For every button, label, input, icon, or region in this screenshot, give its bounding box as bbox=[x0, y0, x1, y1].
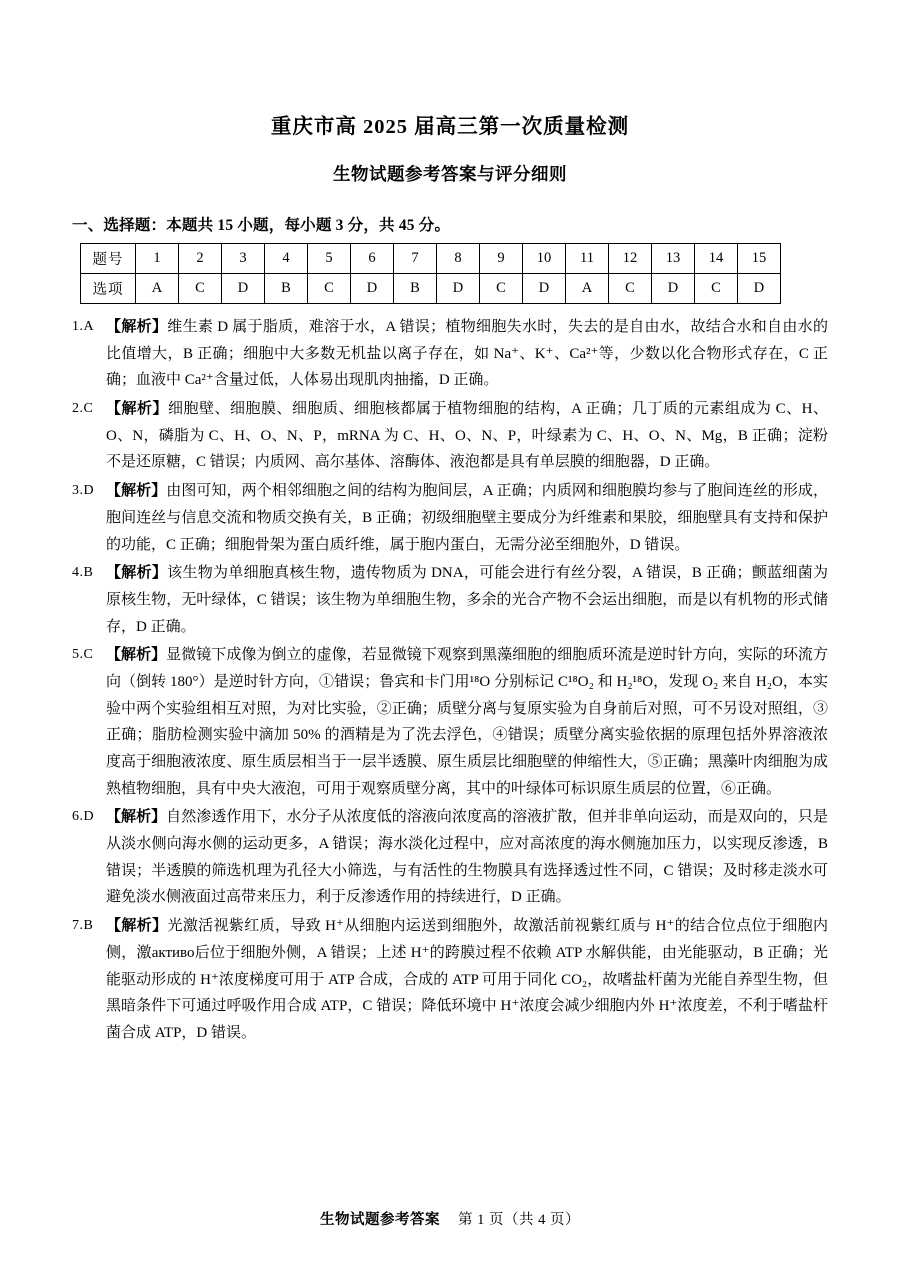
explanation-item bbox=[72, 314, 828, 394]
table-cell-number: 13 bbox=[652, 244, 695, 274]
explanation-item bbox=[72, 560, 828, 640]
table-cell-number: 3 bbox=[222, 244, 265, 274]
table-row-answers bbox=[81, 274, 781, 304]
explanation-item bbox=[72, 396, 828, 476]
row-label-answer: 选项 bbox=[81, 274, 136, 304]
explanation-text: 由图可知，两个相邻细胞之间的结构为胞间层，A 正确；内质网和细胞膜均参与了胞间连丝的形成，胞间连丝与信息交流和物质交换有关，B 正确；初级细胞壁主要成分为纤维素和果胶，细胞壁具有支持和保护的功能，C 正确；细胞骨架为蛋白质纤维，属于胞内蛋白，无需分泌至细胞外，D 错误。 bbox=[106, 483, 828, 553]
page-subtitle: 生物试题参考答案与评分细则 bbox=[333, 163, 567, 184]
explanation-list bbox=[72, 314, 828, 1047]
explanation-tag: 【解析】 bbox=[106, 483, 167, 500]
table-row-question-numbers bbox=[81, 244, 781, 274]
footer-title: 生物试题参考答案 bbox=[320, 1212, 440, 1228]
explanation-tag: 【解析】 bbox=[106, 565, 168, 582]
explanation-item bbox=[72, 913, 828, 1046]
table-cell-number: 5 bbox=[308, 244, 351, 274]
table-cell-answer: D bbox=[523, 274, 566, 304]
table-cell-answer: C bbox=[179, 274, 222, 304]
table-cell-number: 7 bbox=[394, 244, 437, 274]
row-label-question: 题号 bbox=[81, 244, 136, 274]
section-one-heading: 一、选择题：本题共 15 小题，每小题 3 分，共 45 分。 bbox=[72, 217, 451, 234]
table-cell-number: 4 bbox=[265, 244, 308, 274]
table-cell-answer: D bbox=[738, 274, 781, 304]
table-cell-number: 15 bbox=[738, 244, 781, 274]
footer-page-number: 第 1 页（共 4 页） bbox=[458, 1212, 580, 1228]
table-cell-answer: C bbox=[480, 274, 523, 304]
table-cell-number: 10 bbox=[523, 244, 566, 274]
table-cell-number: 14 bbox=[695, 244, 738, 274]
explanation-item bbox=[72, 478, 828, 558]
explanation-body bbox=[106, 396, 828, 476]
table-cell-number: 1 bbox=[136, 244, 179, 274]
explanation-body bbox=[106, 913, 828, 1046]
explanation-label: 2.C bbox=[72, 401, 94, 417]
table-cell-number: 2 bbox=[179, 244, 222, 274]
explanation-tag: 【解析】 bbox=[106, 647, 167, 664]
explanation-body bbox=[106, 314, 828, 394]
explanation-item bbox=[72, 804, 828, 911]
explanation-text: 显微镜下成像为倒立的虚像，若显微镜下观察到黑藻细胞的细胞质环流是逆时针方向，实际的环流方向（倒转 180°）是逆时针方向，①错误；鲁宾和卡门用¹⁸O 分别标记 C¹⁸O₂ 和 H₂¹⁸O，发现 O₂ 来自 H₂O，本实验中两个实验组相互对照，为对比实验，②正确；质壁分离与复原实验为自身前后对照，可不另设对照组，③正确；脂肪检测实验中滴加 50% 的酒精是为了洗去浮色，④错误；质壁分离实验依据的原理包括外界溶液浓度高于细胞液浓度、原生质层相当于一层半透膜、原生质层比细胞壁的伸缩性大，⑤正确；黑藻叶肉细胞为成熟植物细胞，具有中央大液泡，可用于观察质壁分离，其中的叶绿体可标识原生质层的位置，⑥正确。 bbox=[106, 647, 828, 797]
explanation-text: 维生素 D 属于脂质，难溶于水，A 错误；植物细胞失水时，失去的是自由水，故结合水和自由水的比值增大，B 正确；细胞中大多数无机盐以离子存在，如 Na⁺、K⁺、Ca²⁺等，少数以化合物形式存在，C 正确；血液中 Ca²⁺含量过低，人体易出现肌肉抽搐，D 正确。 bbox=[106, 319, 828, 389]
explanation-body bbox=[106, 560, 828, 640]
table-cell-answer: D bbox=[652, 274, 695, 304]
explanation-body bbox=[106, 804, 828, 911]
table-cell-number: 9 bbox=[480, 244, 523, 274]
table-cell-number: 6 bbox=[351, 244, 394, 274]
explanation-tag: 【解析】 bbox=[106, 319, 168, 335]
page-footer bbox=[0, 1208, 900, 1229]
table-cell-number: 8 bbox=[437, 244, 480, 274]
table-cell-answer: C bbox=[308, 274, 351, 304]
answer-key-table bbox=[80, 243, 781, 304]
explanation-body bbox=[106, 642, 828, 802]
explanation-item bbox=[72, 642, 828, 802]
table-cell-answer: D bbox=[222, 274, 265, 304]
table-cell-number: 12 bbox=[609, 244, 652, 274]
explanation-tag: 【解析】 bbox=[106, 918, 168, 935]
explanation-tag: 【解析】 bbox=[106, 401, 169, 418]
explanation-label: 7.B bbox=[72, 918, 94, 934]
explanation-label: 1.A bbox=[72, 319, 95, 334]
table-cell-answer: B bbox=[265, 274, 308, 304]
table-cell-answer: B bbox=[394, 274, 437, 304]
table-cell-answer: C bbox=[695, 274, 738, 304]
table-cell-answer: A bbox=[566, 274, 609, 304]
explanation-label: 3.D bbox=[72, 483, 95, 499]
table-cell-number: 11 bbox=[566, 244, 609, 274]
explanation-text: 自然渗透作用下，水分子从浓度低的溶液向浓度高的溶液扩散，但并非单向运动，而是双向的，只是从淡水侧向海水侧的运动更多，A 错误；海水淡化过程中，应对高浓度的海水侧施加压力，以实现反渗透，B 错误；半透膜的筛选机理为孔径大小筛选，与有活性的生物膜具有选择透过性不同，C 错误；及时移走淡水可避免淡水侧液面过高带来压力，利于反渗透作用的持续进行，D 正确。 bbox=[106, 809, 828, 906]
explanation-text: 细胞壁、细胞膜、细胞质、细胞核都属于植物细胞的结构，A 正确；几丁质的元素组成为 C、H、O、N，磷脂为 C、H、O、N、P，mRNA 为 C、H、O、N、P，叶绿素为 C、H、O、N、Mg，B 正确；淀粉不是还原糖，C 错误；内质网、高尔基体、溶酶体、液泡都是具有单层膜的细胞器，D 正确。 bbox=[106, 401, 828, 471]
table-cell-answer: A bbox=[136, 274, 179, 304]
explanation-text: 光激活视紫红质，导致 H⁺从细胞内运送到细胞外，故激活前视紫红质与 H⁺的结合位点位于细胞内侧，激активо后位于细胞外侧，A 错误；上述 H⁺的跨膜过程不依赖 ATP 水解供能，由光能驱动，B 正确；光能驱动形成的 H⁺浓度梯度可用于 ATP 合成，合成的 ATP 可用于同化 CO₂，故嗜盐杆菌为光能自养型生物，但黑暗条件下可通过呼吸作用合成 ATP，C 错误；降低环境中 H⁺浓度会减少细胞内外 H⁺浓度差，不利于嗜盐杆菌合成 ATP，D 错误。 bbox=[106, 918, 828, 1041]
page-title: 重庆市高 2025 届高三第一次质量检测 bbox=[270, 116, 630, 138]
explanation-body bbox=[106, 478, 828, 558]
table-cell-answer: D bbox=[437, 274, 480, 304]
explanation-label: 6.D bbox=[72, 809, 95, 825]
explanation-tag: 【解析】 bbox=[106, 809, 167, 826]
explanation-text: 该生物为单细胞真核生物，遗传物质为 DNA，可能会进行有丝分裂，A 错误，B 正确；颤蓝细菌为原核生物，无叶绿体，C 错误；该生物为单细胞生物，多余的光合产物不会运出细胞，而是以有机物的形式储存，D 正确。 bbox=[106, 565, 828, 635]
explanation-label: 4.B bbox=[72, 565, 94, 581]
table-cell-answer: D bbox=[351, 274, 394, 304]
explanation-label: 5.C bbox=[72, 647, 94, 663]
table-cell-answer: C bbox=[609, 274, 652, 304]
